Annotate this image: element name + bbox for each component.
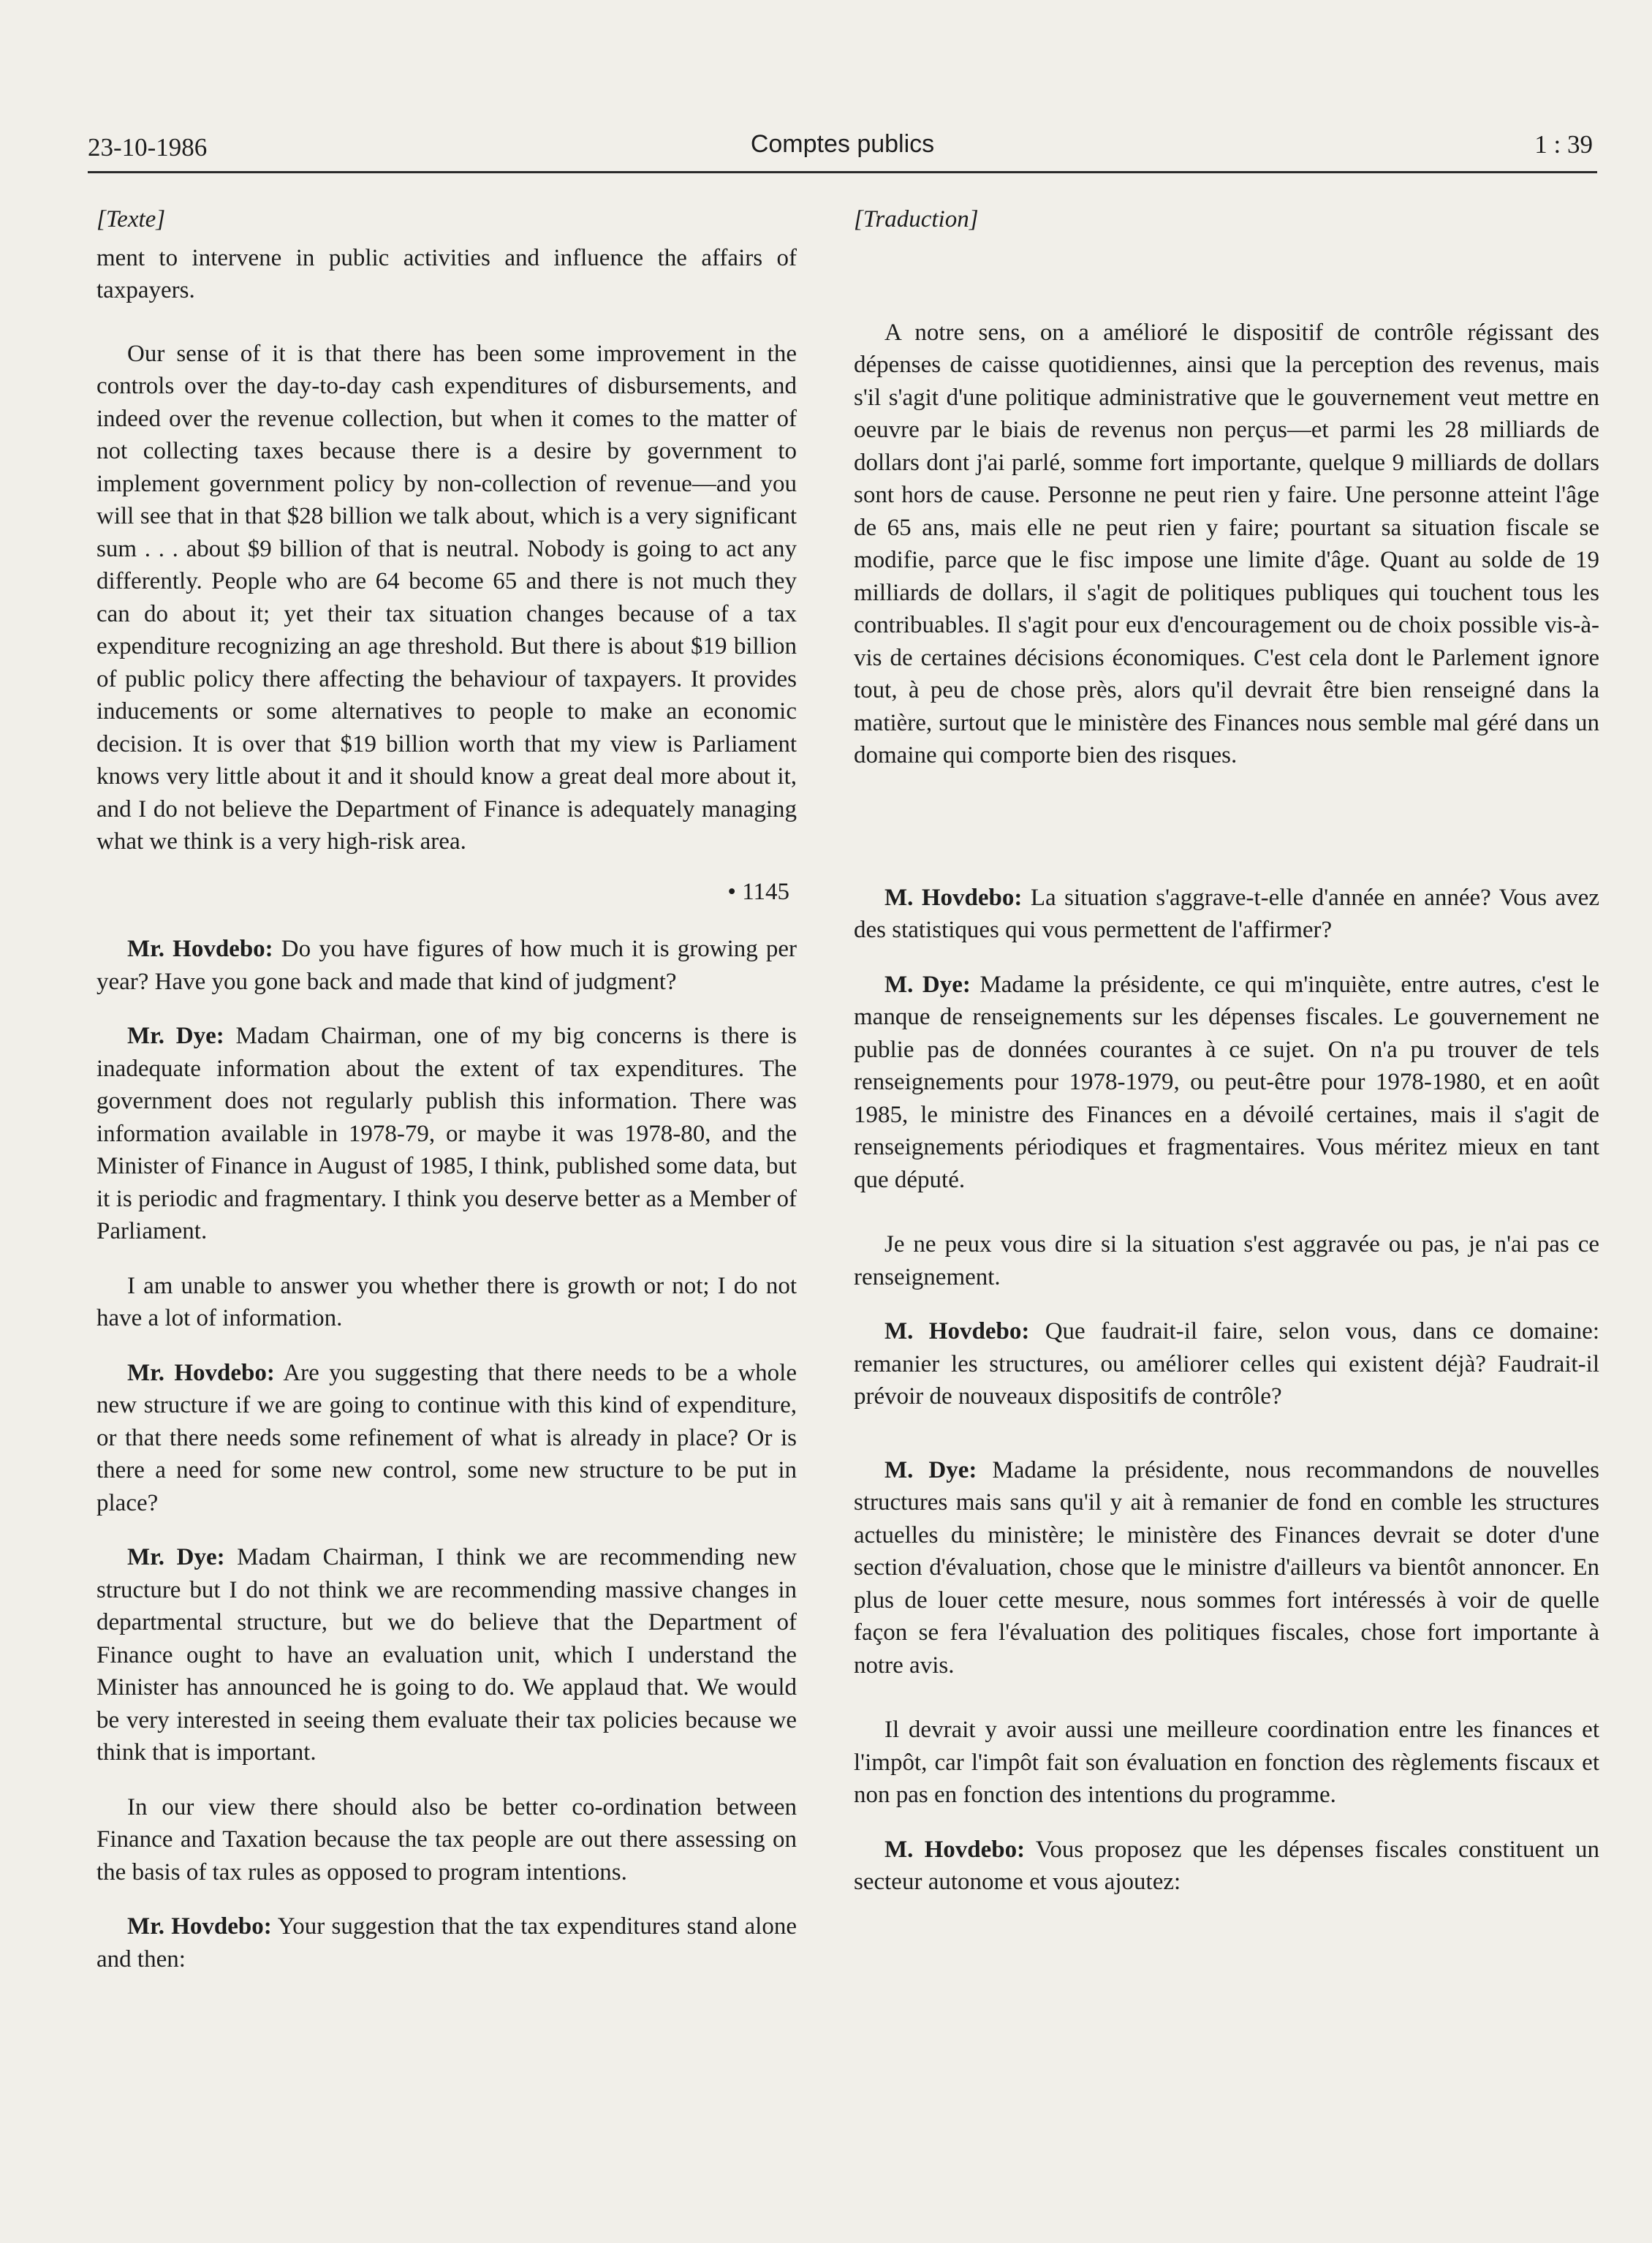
paragraph bbox=[854, 1315, 1599, 1413]
speaker-name: Mr. Hovdebo: bbox=[127, 1359, 275, 1386]
language-tag: [Traduction] bbox=[854, 206, 979, 232]
speaker-name: M. Dye: bbox=[884, 1456, 977, 1483]
language-tag: [Texte] bbox=[96, 206, 166, 232]
speech-text: Madame la présidente, nous recommandons de nouvelles structures mais sans qu'il y ait à remanier de fond en comble les structures actuelles du ministère; le ministère des Finances devrait se doter d'une section d'évaluation, chose que le ministre d'ailleurs va bientôt annoncer. En plus de louer cette mesure, nous sommes fort intéressés à voir de quelle façon se fera l'évaluation des politiques fiscales, chose fort importante à notre avis. bbox=[854, 1456, 1599, 1679]
english-column bbox=[96, 203, 797, 1997]
speaker-name: Mr. Dye: bbox=[127, 1023, 224, 1049]
speaker-name: M. Hovdebo: bbox=[884, 1836, 1026, 1863]
header-title: Comptes publics bbox=[750, 130, 935, 158]
paragraph: Je ne peux vous dire si la situation s'est aggravée ou pas, je n'ai pas ce renseignement. bbox=[854, 1231, 1599, 1290]
speech-text: Madame la présidente, ce qui m'inquiète, entre autres, c'est le manque de renseignements sur les dépenses fiscales. Le gouvernement ne publie pas de données courantes à ce sujet. On n'a pu trouver de tels renseignements pour 1978-1979, ou peut-être pour 1978-1980, et en août 1985, le ministre des Finances en a dévoilé certaines, mais il s'agit de renseignements périodiques et fragmentaires. Vous méritez mieux en tant que député. bbox=[854, 971, 1599, 1193]
speech-text: Que faudrait-il faire, selon vous, dans ce domaine: remanier les structures, ou améliorer celles qui existent déjà? Faudrait-il prévoir de nouveaux dispositifs de contrôle? bbox=[854, 1318, 1599, 1410]
paragraph bbox=[854, 1454, 1599, 1682]
paragraph bbox=[96, 933, 797, 998]
paragraph bbox=[854, 1834, 1599, 1899]
paragraph bbox=[96, 1541, 797, 1769]
paragraph bbox=[854, 969, 1599, 1197]
header-date: 23-10-1986 bbox=[88, 133, 208, 162]
paragraph bbox=[854, 882, 1599, 947]
speaker-name: Mr. Hovdebo: bbox=[127, 1913, 272, 1940]
paragraph: Our sense of it is that there has been some improvement in the controls over the day-to-day cash expenditures of disbursements, and indeed over the revenue collection, but when it comes to the matter of not collecting taxes because there is a desire by government to implement government policy by non-collection of revenue—and you will see that in that $28 billion we talk about, which is a very significant sum . . . about $9 billion of that is neutral. Nobody is going to act any differently. People who are 64 become 65 and there is not much they can do about it; yet their tax situation changes because of a tax expenditure recognizing an age threshold. But there is about $19 billion of public policy there affecting the behaviour of taxpayers. It provides inducements or some alternatives to people to make an economic decision. It is over that $19 billion worth that my view is Parliament knows very little about it and it should know a great deal more about it, and I do not believe the Department of Finance is adequately managing what we think is a very high-risk area. bbox=[96, 340, 797, 855]
speech-text: La situation s'aggrave-t-elle d'année en année? Vous avez des statistiques qui vous permettent de l'affirmer? bbox=[854, 884, 1599, 943]
page-header bbox=[88, 126, 1597, 173]
paragraph: ment to intervene in public activities and influence the affairs of taxpayers. bbox=[96, 244, 797, 303]
speaker-name: Mr. Hovdebo: bbox=[127, 936, 273, 962]
speech-text: Vous proposez que les dépenses fiscales constituent un secteur autonome et vous ajoutez: bbox=[854, 1836, 1599, 1895]
header-page-number: 1 : 39 bbox=[1534, 130, 1593, 159]
speaker-name: M. Hovdebo: bbox=[884, 884, 1023, 911]
french-column bbox=[854, 203, 1599, 1921]
speaker-name: M. Hovdebo: bbox=[884, 1318, 1030, 1344]
time-marker: • 1145 bbox=[727, 878, 789, 905]
speech-text: Your suggestion that the tax expenditures stand alone and then: bbox=[96, 1913, 797, 1972]
speaker-name: M. Dye: bbox=[884, 971, 971, 998]
paragraph bbox=[96, 1020, 797, 1248]
speech-text: Do you have figures of how much it is growing per year? Have you gone back and made that kind of judgment? bbox=[96, 936, 797, 995]
paragraph: I am unable to answer you whether there is growth or not; I do not have a lot of information. bbox=[96, 1272, 797, 1331]
speech-text: Are you suggesting that there needs to be a whole new structure if we are going to continue with this kind of expenditure, or that there needs some refinement of what is already in place? Or is there a need for some new control, some new structure to be put in place? bbox=[96, 1359, 797, 1516]
paragraph: Il devrait y avoir aussi une meilleure coordination entre les finances et l'impôt, car l'impôt fait son évaluation en fonction des règlements fiscaux et non pas en fonction des intentions du programme. bbox=[854, 1717, 1599, 1808]
speech-text: Madam Chairman, one of my big concerns is there is inadequate information about the extent of tax expenditures. The government does not regularly publish this information. There was information available in 1978-79, or maybe it was 1978-80, and the Minister of Finance in August of 1985, I think, published some data, but it is periodic and fragmentary. I think you deserve better as a Member of Parliament. bbox=[96, 1023, 797, 1244]
paragraph bbox=[96, 1910, 797, 1975]
speaker-name: Mr. Dye: bbox=[127, 1544, 225, 1570]
paragraph: In our view there should also be better co-ordination between Finance and Taxation because the tax people are out there assessing on the basis of tax rules as opposed to program intentions. bbox=[96, 1793, 797, 1885]
speech-text: Madam Chairman, I think we are recommending new structure but I do not think we are recommending massive changes in departmental structure, but we do believe that the Department of Finance ought to have an evaluation unit, which I understand the Minister has announced he is going to do. We applaud that. We would be very interested in seeing them evaluate their tax policies because we think that is important. bbox=[96, 1544, 797, 1766]
paragraph bbox=[96, 1357, 797, 1520]
paragraph: A notre sens, on a amélioré le dispositif de contrôle régissant des dépenses de caisse quotidiennes, ainsi que la perception des revenus, mais s'il s'agit d'une politique administrative que le gouvernement veut mettre en oeuvre par le biais de revenus non perçus—et parmi les 28 milliards de dollars dont j'ai parlé, somme fort importante, quelque 9 milliards de dollars sont hors de cause. Personne ne peut rien y faire. Une personne atteint l'âge de 65 ans, mais elle ne peut rien y faire; pourtant sa situation fiscale se modifie, parce que le fisc impose une limite d'âge. Quant au solde de 19 milliards de dollars, il s'agit de politiques publiques qui touchent tous les contribuables. Il s'agit pour eux d'encouragement ou de choix possible vis-à-vis de certaines décisions économiques. C'est cela dont le Parlement ignore tout, à peu de chose près, alors qu'il devrait être bien renseigné dans la matière, surtout que le ministère des Finances nous semble mal géré dans un domaine qui comporte bien des risques. bbox=[854, 319, 1599, 768]
